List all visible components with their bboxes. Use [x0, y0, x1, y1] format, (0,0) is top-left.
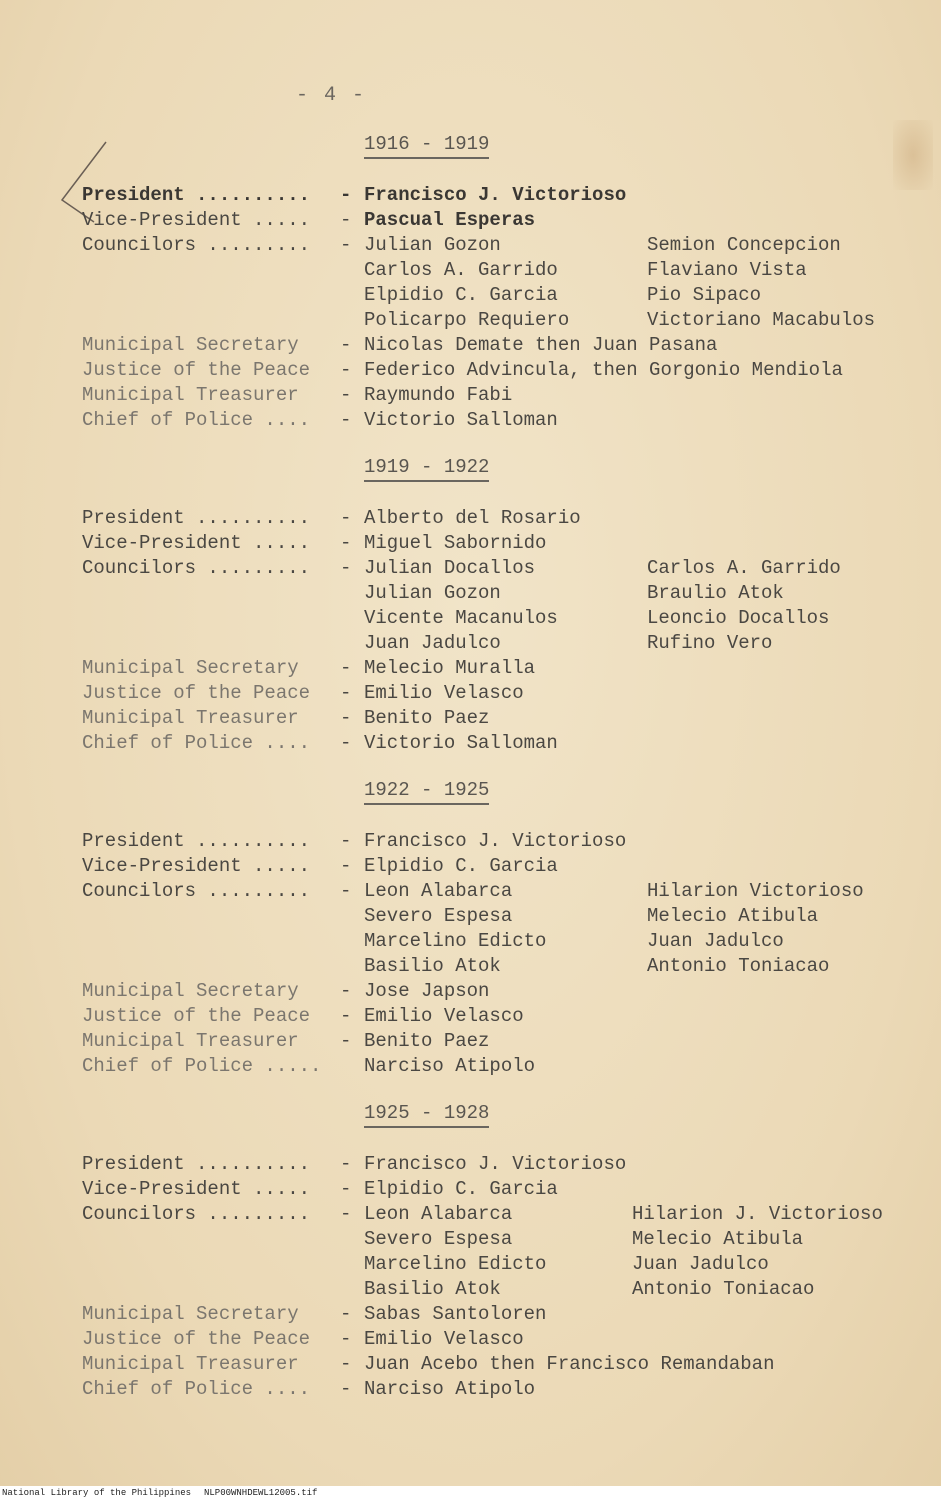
- officer-name: Francisco J. Victorioso: [364, 184, 627, 206]
- councilor-name: Julian Gozon: [364, 234, 501, 256]
- officer-name: Sabas Santoloren: [364, 1303, 547, 1325]
- councilors-row: [0, 258, 941, 283]
- officer-name: Emilio Velasco: [364, 682, 524, 704]
- councilor-name: Severo Espesa: [364, 1228, 513, 1250]
- councilors-row: [0, 929, 941, 954]
- justice-row: Justice of the Peace - Federico Advincula, then Gorgonio Mendiola: [82, 359, 843, 381]
- row-label: President ..........: [82, 830, 311, 852]
- police-row: [0, 1054, 941, 1079]
- councilor-name: Vicente Macanulos: [364, 607, 558, 629]
- vice-president-row: Vice-President ..... - Elpidio C. Garcia: [82, 1178, 558, 1200]
- row-label: Vice-President .....: [82, 1178, 311, 1200]
- secretary-row: Municipal Secretary - Sabas Santoloren: [82, 1303, 547, 1325]
- councilor-name: Basilio Atok: [364, 955, 501, 977]
- officer-name: Elpidio C. Garcia: [364, 855, 558, 877]
- councilor-name: Julian Gozon: [364, 582, 501, 604]
- councilor-name: Hilarion Victorioso: [647, 880, 864, 902]
- row-label: Justice of the Peace: [82, 682, 311, 704]
- president-row: President .......... - Alberto del Rosario: [82, 507, 581, 529]
- councilor-name: Pio Sipaco: [647, 284, 762, 306]
- officer-name: Emilio Velasco: [364, 1005, 524, 1027]
- councilor-name: Julian Docallos: [364, 557, 536, 579]
- councilors-row: [0, 954, 941, 979]
- row-label: President ..........: [82, 1153, 311, 1175]
- library-credit: National Library of the Philippines: [2, 1488, 192, 1498]
- treasurer-row: Municipal Treasurer - Benito Paez: [82, 1030, 490, 1052]
- term-years: 1916 - 1919: [364, 133, 489, 159]
- row-label: Justice of the Peace: [82, 1328, 311, 1350]
- councilors-row: [0, 606, 941, 631]
- justice-row: Justice of the Peace - Emilio Velasco: [82, 1328, 524, 1350]
- term-years: 1919 - 1922: [364, 456, 489, 482]
- councilors-row: [0, 283, 941, 308]
- scan-filename: NLP00WNHDEWL12005.tif: [204, 1488, 318, 1498]
- councilor-name: Antonio Toniacao: [647, 955, 830, 977]
- secretary-row: Municipal Secretary - Jose Japson: [82, 980, 490, 1002]
- officer-name: Jose Japson: [364, 980, 490, 1002]
- treasurer-row: Municipal Treasurer - Raymundo Fabi: [82, 384, 513, 406]
- officer-name: Alberto del Rosario: [364, 507, 581, 529]
- councilors-row: Councilors ......... - Julian Docallos Carlos A. Garrido: [82, 557, 841, 579]
- officer-name: Melecio Muralla: [364, 657, 536, 679]
- row-label: Councilors .........: [82, 557, 311, 579]
- row-label: Municipal Secretary: [82, 657, 299, 679]
- councilor-name: Antonio Toniacao: [632, 1278, 815, 1300]
- councilors-row: [0, 581, 941, 606]
- councilors-row: [0, 1252, 941, 1277]
- row-label: Municipal Treasurer: [82, 384, 299, 406]
- officer-name: Elpidio C. Garcia: [364, 1178, 558, 1200]
- row-label: Municipal Secretary: [82, 980, 299, 1002]
- councilor-name: Juan Jadulco: [632, 1253, 769, 1275]
- police-row: Chief of Police .... - Narciso Atipolo: [82, 1378, 536, 1400]
- vice-president-row: Vice-President ..... - Pascual Esperas: [82, 209, 536, 231]
- row-label: Municipal Secretary: [82, 1303, 299, 1325]
- councilor-name: Hilarion J. Victorioso: [632, 1203, 883, 1225]
- justice-row: Justice of the Peace - Emilio Velasco: [82, 1005, 524, 1027]
- paper-stain: [893, 120, 933, 190]
- councilors-row: [0, 631, 941, 656]
- term-years: 1925 - 1928: [364, 1102, 489, 1128]
- row-label: Municipal Treasurer: [82, 707, 299, 729]
- police-row: Chief of Police .... - Victorio Salloman: [82, 409, 558, 431]
- officer-name: Benito Paez: [364, 707, 490, 729]
- scan-footer: [0, 1486, 941, 1500]
- justice-row: Justice of the Peace - Emilio Velasco: [82, 682, 524, 704]
- councilor-name: Braulio Atok: [647, 582, 784, 604]
- officer-name: Victorio Salloman: [364, 409, 558, 431]
- councilors-row: [0, 308, 941, 333]
- councilors-row: Councilors ......... - Leon Alabarca Hilarion Victorioso: [82, 880, 864, 902]
- councilors-row: [0, 904, 941, 929]
- secretary-row: Municipal Secretary - Melecio Muralla: [82, 657, 536, 679]
- councilors-row: [0, 1227, 941, 1252]
- page-number: - 4 -: [296, 84, 367, 107]
- officer-name: Federico Advincula, then Gorgonio Mendiola: [364, 359, 843, 381]
- councilors-row: Councilors ......... - Julian Gozon Semion Concepcion: [82, 234, 841, 256]
- councilor-name: Flaviano Vista: [647, 259, 807, 281]
- row-label: President ..........: [82, 507, 311, 529]
- row-label: Justice of the Peace: [82, 359, 311, 381]
- councilor-name: Rufino Vero: [647, 632, 773, 654]
- councilor-name: Melecio Atibula: [632, 1228, 804, 1250]
- row-label: Chief of Police ....: [82, 409, 311, 431]
- row-label: President ..........: [82, 184, 311, 206]
- row-label: Vice-President .....: [82, 209, 311, 231]
- officer-name: Emilio Velasco: [364, 1328, 524, 1350]
- officer-name: Nicolas Demate then Juan Pasana: [364, 334, 718, 356]
- councilor-name: Marcelino Edicto: [364, 930, 547, 952]
- officer-name: Miguel Sabornido: [364, 532, 547, 554]
- vice-president-row: Vice-President ..... - Miguel Sabornido: [82, 532, 547, 554]
- row-label: Vice-President .....: [82, 855, 311, 877]
- row-label: Councilors .........: [82, 234, 311, 256]
- councilor-name: Policarpo Requiero: [364, 309, 570, 331]
- term-years: 1922 - 1925: [364, 779, 489, 805]
- row-label: Chief of Police ....: [82, 1378, 311, 1400]
- councilor-name: Juan Jadulco: [647, 930, 784, 952]
- row-label: Councilors .........: [82, 1203, 311, 1225]
- row-label: Chief of Police .....: [82, 1055, 322, 1077]
- officer-name: Pascual Esperas: [364, 209, 536, 231]
- row-label: Vice-President .....: [82, 532, 311, 554]
- councilor-name: Marcelino Edicto: [364, 1253, 547, 1275]
- councilors-row: Councilors ......... - Leon Alabarca Hilarion J. Victorioso: [82, 1203, 883, 1225]
- president-row: President .......... - Francisco J. Victorioso: [82, 830, 627, 852]
- councilor-name: Victoriano Macabulos: [647, 309, 876, 331]
- officer-name: Raymundo Fabi: [364, 384, 513, 406]
- councilor-name: Carlos A. Garrido: [364, 259, 558, 281]
- councilor-name: Melecio Atibula: [647, 905, 819, 927]
- row-label: Municipal Treasurer: [82, 1030, 299, 1052]
- treasurer-row: Municipal Treasurer - Benito Paez: [82, 707, 490, 729]
- councilor-name: Severo Espesa: [364, 905, 513, 927]
- councilor-name: Elpidio C. Garcia: [364, 284, 558, 306]
- councilor-name: Leoncio Docallos: [647, 607, 830, 629]
- councilors-row: [0, 1277, 941, 1302]
- councilor-name: Semion Concepcion: [647, 234, 841, 256]
- row-label: Justice of the Peace: [82, 1005, 311, 1027]
- officer-name: Narciso Atipolo: [364, 1055, 536, 1077]
- president-row: President .......... - Francisco J. Victorioso: [82, 184, 627, 206]
- officer-name: Victorio Salloman: [364, 732, 558, 754]
- row-label: Municipal Treasurer: [82, 1353, 299, 1375]
- councilor-name: Carlos A. Garrido: [647, 557, 841, 579]
- officer-name: Francisco J. Victorioso: [364, 830, 627, 852]
- president-row: President .......... - Francisco J. Victorioso: [82, 1153, 627, 1175]
- officer-name: Narciso Atipolo: [364, 1378, 536, 1400]
- row-label: Municipal Secretary: [82, 334, 299, 356]
- councilor-name: Leon Alabarca: [364, 1203, 513, 1225]
- officer-name: Francisco J. Victorioso: [364, 1153, 627, 1175]
- row-label: Councilors .........: [82, 880, 311, 902]
- officer-name: Benito Paez: [364, 1030, 490, 1052]
- councilor-name: Juan Jadulco: [364, 632, 501, 654]
- treasurer-row: Municipal Treasurer - Juan Acebo then Francisco Remandaban: [82, 1353, 775, 1375]
- row-label: Chief of Police ....: [82, 732, 311, 754]
- councilor-name: Leon Alabarca: [364, 880, 513, 902]
- officer-name: Juan Acebo then Francisco Remandaban: [364, 1353, 775, 1375]
- police-row: Chief of Police .... - Victorio Salloman: [82, 732, 558, 754]
- councilor-name: Basilio Atok: [364, 1278, 501, 1300]
- vice-president-row: Vice-President ..... - Elpidio C. Garcia: [82, 855, 558, 877]
- secretary-row: Municipal Secretary - Nicolas Demate then Juan Pasana: [82, 334, 718, 356]
